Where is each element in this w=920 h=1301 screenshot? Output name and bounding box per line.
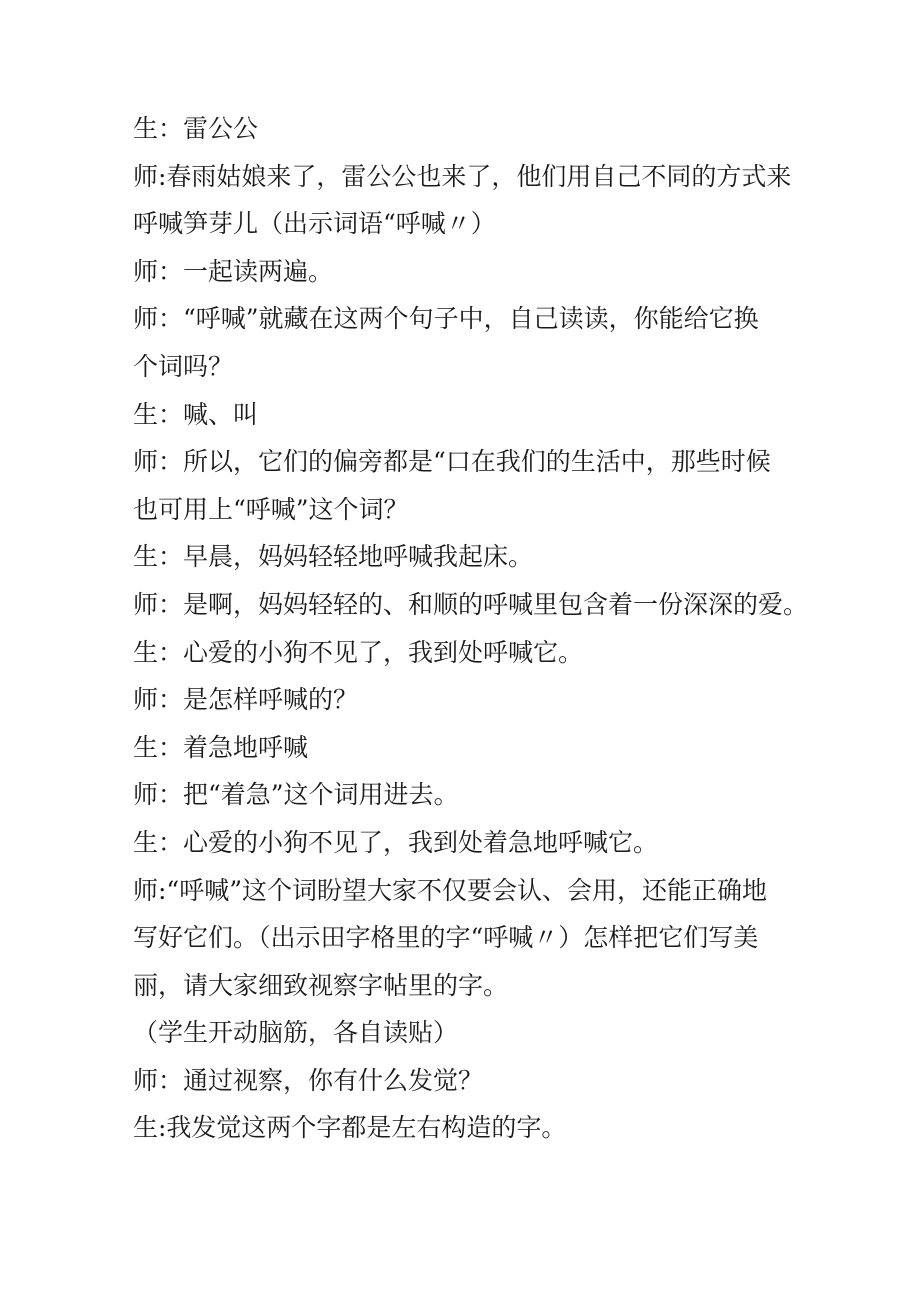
text-line: 师：一起读两遍。	[133, 256, 334, 286]
text-line: 师：所以，它们的偏旁都是“口在我们的生活中，那些时候	[133, 447, 771, 477]
document-body	[133, 109, 809, 1156]
text-line: 也可用上“呼喊”这个词？	[133, 494, 409, 524]
text-line: （学生开动脑筋，各自读贴）	[133, 1018, 459, 1048]
text-line: 生:我发觉这两个字都是左右构造的字。	[133, 1113, 567, 1143]
text-line: 生：心爱的小狗不见了，我到处呼喊它。	[133, 637, 584, 667]
text-line: 师:春雨姑娘来了，雷公公也来了，他们用自己不同的方式来	[133, 161, 792, 191]
text-line: 生：心爱的小狗不见了，我到处着急地呼喊它。	[133, 827, 659, 857]
text-line: 丽，请大家细致视察字帖里的字。	[133, 970, 509, 1000]
text-line: 师：把“着急”这个词用进去。	[133, 780, 459, 810]
text-line: 生：着急地呼喊	[133, 732, 309, 762]
text-line: 师:“呼喊”这个词盼望大家不仅要会认、会用，还能正确地	[133, 875, 767, 905]
text-line: 生：早晨，妈妈轻轻地呼喊我起床。	[133, 542, 534, 572]
text-line: 生：雷公公	[133, 114, 259, 143]
text-line: 师：通过视察，你有什么发觉？	[133, 1065, 484, 1095]
text-line: 师：是怎样呼喊的？	[133, 685, 359, 715]
text-line: 师：是啊，妈妈轻轻的、和顺的呼喊里包含着一份深深的爱。	[133, 589, 809, 619]
text-line: 呼喊笋芽儿（出示词语“呼喊〃）	[133, 209, 496, 239]
text-line: 写好它们。（出示田字格里的字“呼喊〃）怎样把它们写美	[133, 923, 759, 953]
text-line: 生：喊、叫	[133, 399, 259, 429]
text-line: 师：“呼喊”就藏在这两个句子中，自己读读，你能给它换	[133, 304, 759, 334]
text-line: 个词吗？	[133, 351, 234, 381]
